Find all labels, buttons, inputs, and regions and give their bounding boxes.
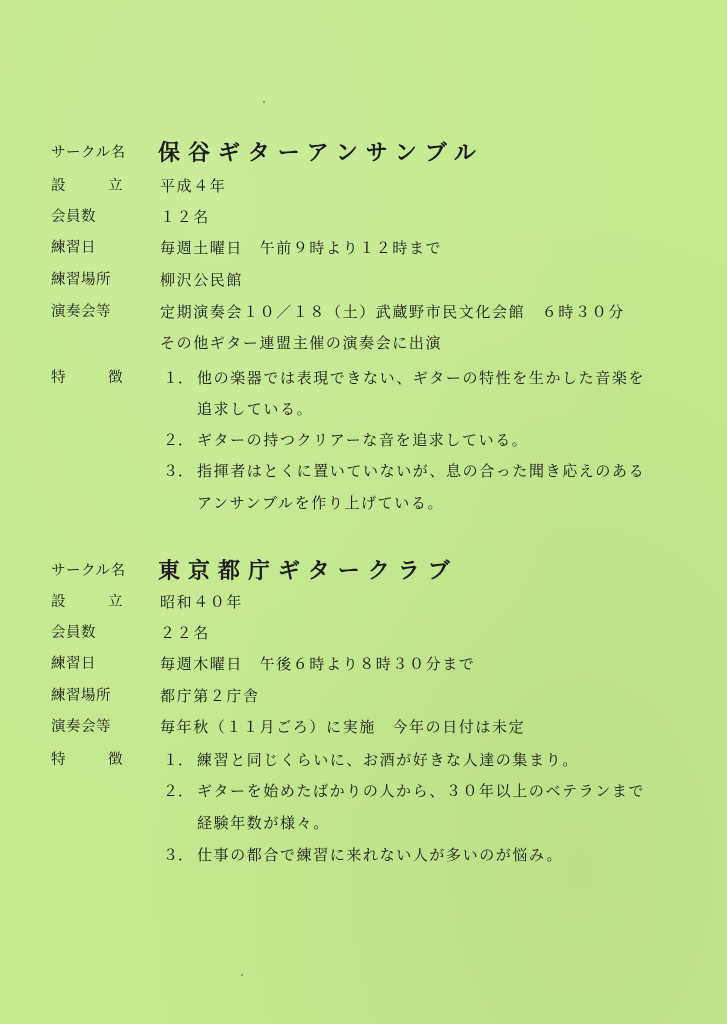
feature-row [0, 425, 727, 455]
feature-text: 追求している。 [197, 400, 314, 418]
feature-text: 他の楽器では表現できない、ギターの特性を生かした音楽を [197, 369, 646, 387]
members-label: 会員数 [51, 209, 96, 225]
circle-name-label: サークル名 [51, 563, 126, 579]
practice-day-value: 毎週土曜日 午前９時より１２時まで [160, 239, 443, 257]
circle-name: 東京都庁ギタークラブ [158, 558, 458, 584]
established-row [0, 587, 727, 617]
concerts-row-continued [0, 328, 727, 358]
practice-place-row [0, 265, 727, 295]
circle-name-label: サークル名 [51, 145, 126, 161]
feature-number: １． [163, 751, 194, 769]
features-row [0, 363, 727, 393]
circle-name-row [0, 138, 727, 168]
features-label: 特 徴 [51, 370, 137, 386]
feature-text: 仕事の都合で練習に来れない人が多いのが悩み。 [197, 846, 564, 864]
feature-continuation-row [0, 808, 727, 838]
feature-text: ギターの持つクリアーな音を追求している。 [197, 431, 529, 449]
feature-number: ２． [163, 431, 194, 449]
features-label: 特 徴 [51, 752, 137, 768]
paper-speck [241, 974, 243, 976]
practice-day-label: 練習日 [51, 240, 96, 256]
circle-name-row [0, 556, 727, 586]
feature-text: ギターを始めたばかりの人から、３０年以上のベテランまで [197, 782, 646, 800]
concerts-label: 演奏会等 [51, 304, 111, 320]
feature-number: ２． [163, 782, 194, 800]
practice-place-value: 都庁第２庁舎 [160, 687, 260, 705]
practice-day-label: 練習日 [51, 656, 96, 672]
practice-day-value: 毎週木曜日 午後６時より８時３０分まで [160, 655, 476, 673]
circle-name: 保谷ギターアンサンブル [158, 140, 484, 166]
concerts-line: 定期演奏会１０／１８（土）武蔵野市民文化会館 ６時３０分 [160, 303, 625, 321]
feature-number: １． [163, 369, 194, 387]
practice-day-row [0, 233, 727, 263]
feature-row [0, 776, 727, 806]
concerts-row [0, 297, 727, 327]
feature-continuation-row [0, 488, 727, 518]
feature-number: ３． [163, 462, 194, 480]
practice-place-value: 柳沢公民館 [160, 271, 244, 289]
feature-number: ３． [163, 846, 194, 864]
feature-row [0, 456, 727, 486]
practice-place-label: 練習場所 [51, 688, 111, 704]
members-value: １２名 [160, 208, 210, 226]
concerts-row [0, 712, 727, 742]
features-row [0, 745, 727, 775]
concerts-line: その他ギター連盟主催の演奏会に出演 [160, 334, 443, 352]
members-label: 会員数 [51, 625, 96, 641]
members-row [0, 202, 727, 232]
practice-place-label: 練習場所 [51, 272, 111, 288]
established-value: 昭和４０年 [160, 593, 244, 611]
paper-speck [263, 101, 265, 103]
feature-text: アンサンブルを作り上げている。 [197, 494, 445, 512]
feature-row [0, 840, 727, 870]
established-label: 設 立 [51, 178, 137, 194]
practice-place-row [0, 681, 727, 711]
concerts-label: 演奏会等 [51, 719, 111, 735]
established-value: 平成４年 [160, 177, 227, 195]
members-value: ２２名 [160, 624, 210, 642]
practice-day-row [0, 649, 727, 679]
members-row [0, 618, 727, 648]
established-row [0, 171, 727, 201]
concerts-line: 毎年秋（１１月ごろ）に実施 今年の日付は未定 [160, 718, 526, 736]
feature-text: 指揮者はとくに置いていないが、息の合った聞き応えのある [197, 462, 646, 480]
feature-text: 練習と同じくらいに、お酒が好きな人達の集まり。 [197, 751, 579, 769]
feature-continuation-row [0, 394, 727, 424]
feature-text: 経験年数が様々。 [197, 814, 330, 832]
established-label: 設 立 [51, 594, 137, 610]
